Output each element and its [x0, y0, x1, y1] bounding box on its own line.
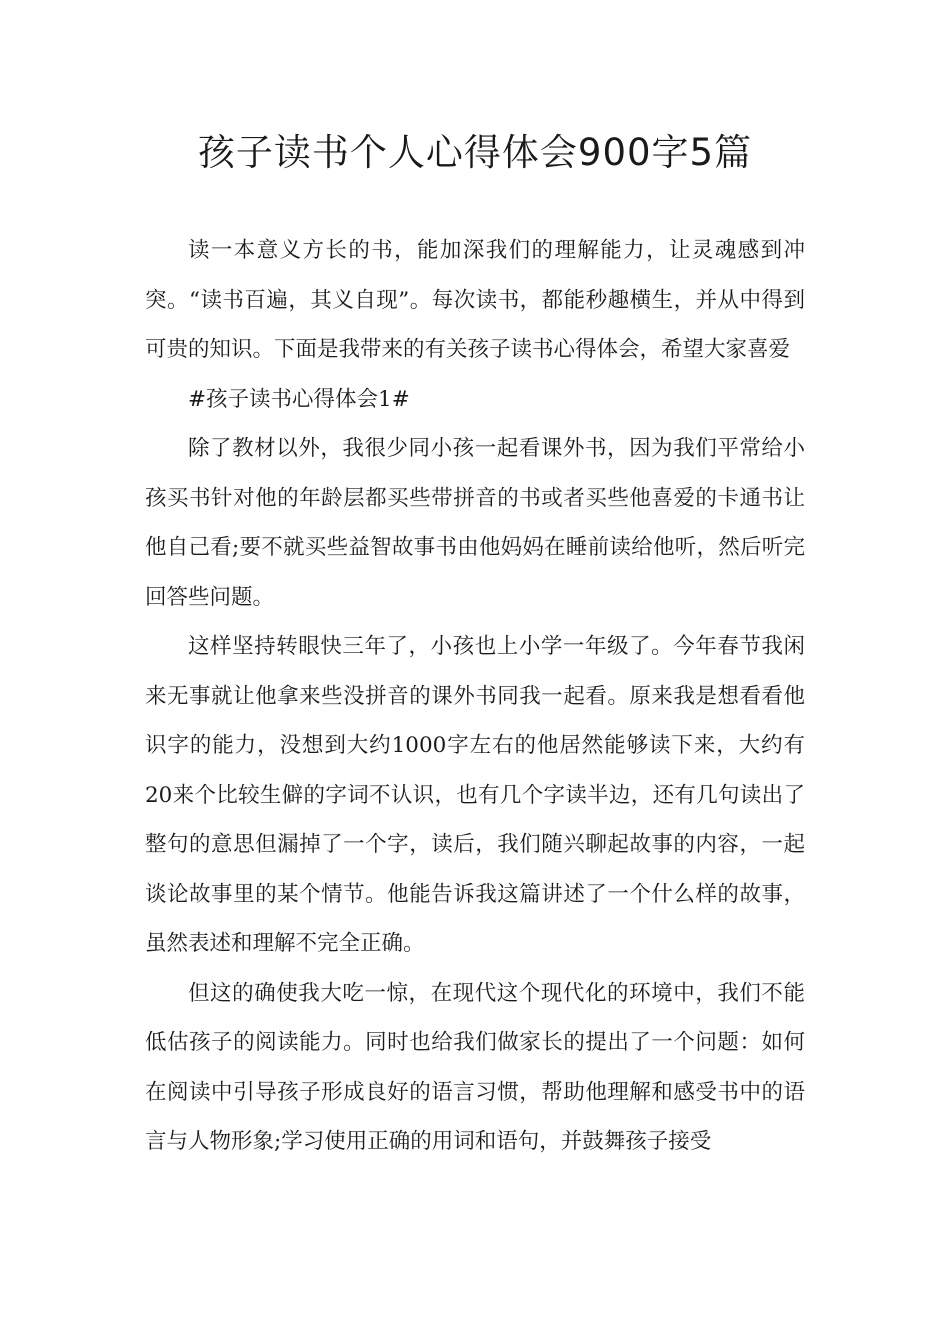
- body-paragraph: 除了教材以外，我很少同小孩一起看课外书，因为我们平常给小孩买书针对他的年龄层都买些带拼音的书或者买些他喜爱的卡通书让他自己看;要不就买些益智故事书由他妈妈在睡前读给他听，然后听完回答些问题。: [145, 436, 805, 610]
- document-body: [145, 226, 805, 1167]
- document-title: 孩子读书个人心得体会900字5篇: [197, 131, 753, 174]
- intro-paragraph: 读一本意义方长的书，能加深我们的理解能力，让灵魂感到冲突。“读书百遍，其义自现”。每次读书，都能秒趣横生，并从中得到可贵的知识。下面是我带来的有关孩子读书心得体会，希望大家喜爱: [145, 238, 805, 362]
- body-paragraph: 这样坚持转眼快三年了，小孩也上小学一年级了。今年春节我闲来无事就让他拿来些没拼音的课外书同我一起看。原来我是想看看他识字的能力，没想到大约1000字左右的他居然能够读下来，大约有20来个比较生僻的字词不认识，也有几个字读半边，还有几句读出了整句的意思但漏掉了一个字，读后，我们随兴聊起故事的内容，一起谈论故事里的某个情节。他能告诉我这篇讲述了一个什么样的故事，虽然表述和理解不完全正确。: [145, 634, 805, 956]
- section-heading-1: #孩子读书心得体会1#: [188, 386, 410, 412]
- body-paragraph: 但这的确使我大吃一惊，在现代这个现代化的环境中，我们不能低估孩子的阅读能力。同时也给我们做家长的提出了一个问题：如何在阅读中引导孩子形成良好的语言习惯，帮助他理解和感受书中的语言与人物形象;学习使用正确的用词和语句，并鼓舞孩子接受: [145, 980, 805, 1154]
